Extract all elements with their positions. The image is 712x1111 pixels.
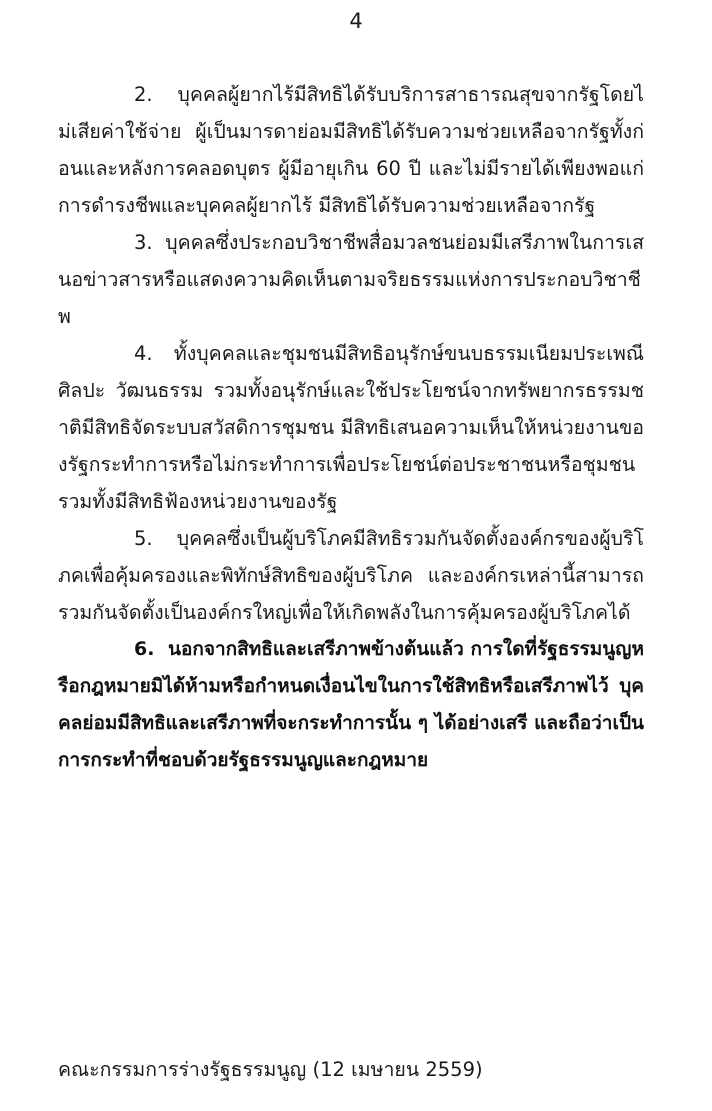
paragraph-6-text: นอกจากสิทธิและเสรีภาพข้างต้นแล้ว การใดที่รัฐธรรมนูญหรือกฎหมายมิได้ห้ามหรือกำหนดเงื่อนไขในการใช้สิทธิหรือเสรีภาพไว้ บุคคลย่อมมีสิทธิและเสรีภาพที่จะกระทำการนั้น ๆ ได้อย่างเสรี และถือว่าเป็นการกระทำที่ชอบด้วยรัฐธรรมนูญและกฎหมาย: [58, 638, 644, 771]
paragraph-6-number: 6.: [134, 638, 155, 660]
footer-note: คณะกรรมการร่างรัฐธรรมนูญ (12 เมษายน 2559): [58, 1058, 483, 1081]
paragraph-3-number: 3.: [134, 231, 153, 254]
paragraph-6: [58, 631, 644, 779]
paragraph-2-text: บุคคลผู้ยากไร้มีสิทธิได้รับบริการสาธารณสุขจากรัฐโดยไม่เสียค่าใช้จ่าย ผู้เป็นมารดาย่อมมีสิทธิได้รับความช่วยเหลือจากรัฐทั้งก่อนและหลังการคลอดบุตร ผู้มีอายุเกิน 60 ปี และไม่มีรายได้เพียงพอแก่การดำรงชีพและบุคคลผู้ยากไร้ มีสิทธิได้รับความช่วยเหลือจากรัฐ: [58, 83, 644, 217]
paragraph-5: [58, 520, 644, 631]
paragraph-5-text: บุคคลซึ่งเป็นผู้บริโภคมีสิทธิรวมกันจัดตั้งองค์กรของผู้บริโภคเพื่อคุ้มครองและพิทักษ์สิทธิของผู้บริโภค และองค์กรเหล่านี้สามารถรวมกันจัดตั้งเป็นองค์กรใหญ่เพื่อให้เกิดพลังในการคุ้มครองผู้บริโภคได้: [58, 527, 644, 624]
paragraph-4-text: ทั้งบุคคลและชุมชนมีสิทธิอนุรักษ์ขนบธรรมเนียมประเพณี ศิลปะ วัฒนธรรม รวมทั้งอนุรักษ์และใช้ประโยชน์จากทรัพยากรธรรมชาติมีสิทธิจัดระบบสวัสดิการชุมชน มีสิทธิเสนอความเห็นให้หน่วยงานของรัฐกระทำการหรือไม่กระทำการเพื่อประโยชน์ต่อประชาชนหรือชุมชน รวมทั้งมีสิทธิฟ้องหน่วยงานของรัฐ: [58, 342, 644, 513]
paragraph-3-text: บุคคลซึ่งประกอบวิชาชีพสื่อมวลชนย่อมมีเสรีภาพในการเสนอข่าวสารหรือแสดงความคิดเห็นตามจริยธรรมแห่งการประกอบวิชาชีพ: [58, 231, 644, 328]
page-number: 4: [349, 9, 363, 33]
paragraph-2-number: 2.: [134, 83, 153, 106]
paragraph-4-number: 4.: [134, 342, 153, 365]
paragraph-5-number: 5.: [134, 527, 153, 550]
paragraph-3: [58, 224, 644, 335]
document-body: [58, 76, 644, 779]
paragraph-4: [58, 335, 644, 520]
paragraph-2: [58, 76, 644, 224]
